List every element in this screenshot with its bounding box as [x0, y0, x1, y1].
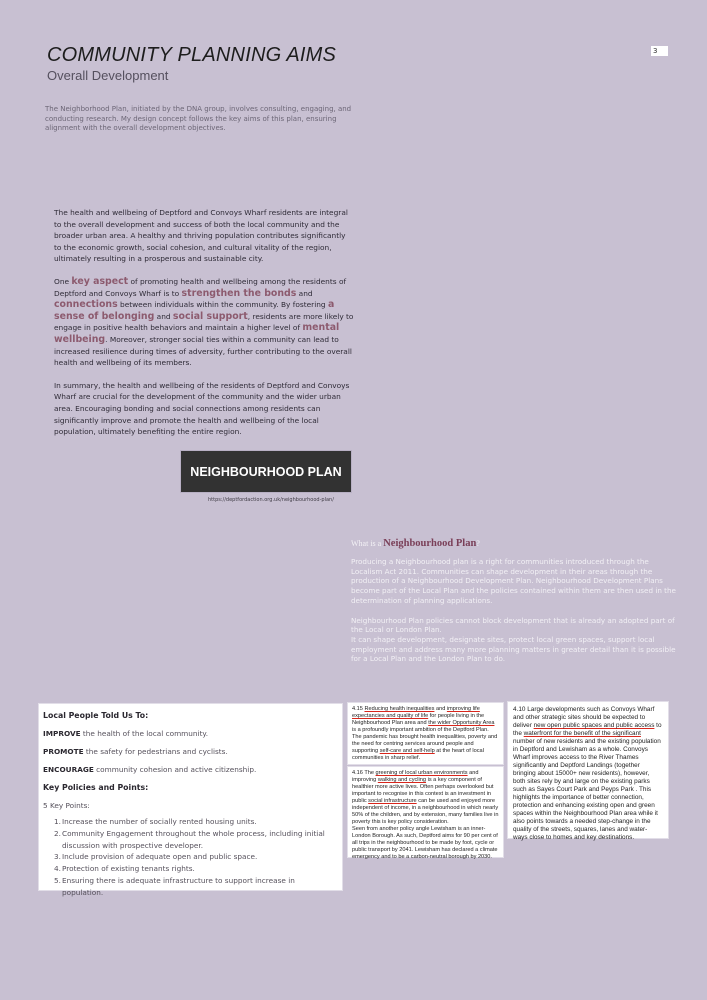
heading-suffix: ?	[476, 539, 480, 548]
text-segment: between individuals within the community. By fostering	[117, 300, 328, 310]
text-segment: , residents are more likely to engage in positive health behaviors and maintain a higher level of	[54, 311, 354, 333]
text-segment: and	[154, 311, 173, 321]
key-point-text: Protection of existing tenants rights.	[62, 864, 195, 874]
underlined-phrase: self-care and self-help	[379, 748, 435, 754]
what-is-heading	[351, 538, 681, 549]
text-segment: 4.15	[352, 706, 365, 712]
people-item	[43, 746, 338, 764]
people-item-text: the health of the local community.	[80, 729, 209, 738]
people-item	[43, 764, 338, 782]
text-segment: is a profoundly important ambition of the Deptford Plan. The pandemic has brought health inequalities, poverty and the need for centring services around people and supporting	[352, 727, 498, 754]
excerpt-4-15-text	[348, 703, 503, 765]
highlight-social-support: social support	[172, 310, 248, 322]
key-point-text: Community Engagement throughout the whole process, including initial discussion with prospective developer.	[62, 828, 325, 850]
text-segment: number of new residents and the existing population in Deptford and Lewisham as a whole. Convoys Wharf improves access to the River Thames significantly and Deptford Landings (together bringing about 15000+ new residents), however, both sites rely by and large on the existing parks such as Sayes Court Park and Peyps Park . This highlights the importance of better connection, protection and enhancing existing open and green spaces within the Neighbourhood Plan area while it also points towards a needed step-change in the quality of the streets, squares, lanes and water- ways close to homes and key destinations.	[513, 738, 661, 841]
underlined-phrase: walking and cycling	[377, 777, 427, 783]
policies-heading: Key Policies and Points:	[43, 783, 149, 792]
what-is-paragraph-3: It can shape development, designate sites, protect local green spaces, support local employment and address many more planning matters in greater detail than it is possible for a Local Plan and the London Plan to do.	[351, 634, 676, 664]
text-segment: to the	[513, 722, 662, 737]
text-segment: of promoting health and wellbeing among the residents of Deptford and Convoys Wharf is to	[54, 276, 347, 298]
text-segment: can be used and enjoyed more independent of income, in a neighbourhood in which nearly 50% of the children, and by extension, many families live in poverty this is key policy consideration.	[352, 798, 499, 825]
underlined-phrase: the wider Opportunity Area	[428, 720, 495, 726]
what-is-paragraph-1: Producing a Neighbourhood plan is a right for communities introduced through the Localism Act 2011. Communities can shape development in their areas through the production of a Neighbourhood Development Plan. Neighbourhood Development Plans become part of the Local Plan and the policies contained within them are then used in the determination of planning applications.	[351, 557, 676, 605]
key-point	[54, 816, 338, 828]
heading-strong: Neighbourhood Plan	[383, 538, 477, 549]
text-segment: Seen from another policy angle Lewisham is an inner-London Borough. As such, Deptford aims for 90 per cent of all trips in the neighbourhood to be made by foot, cycle or public transport by 2041. Lewisham has declared a climate emergency and to be a carbon-neutral borough by 2030.	[352, 826, 498, 860]
key-point-number: 1.	[54, 817, 61, 826]
key-aspect-paragraph	[54, 276, 354, 369]
people-item-text: community cohesion and active citizenship.	[93, 765, 257, 774]
neighbourhood-plan-url[interactable]: https://deptfordaction.org.uk/neighbourhood-plan/	[208, 497, 334, 503]
key-point	[54, 863, 338, 875]
underlined-phrase: greening of local urban environments	[375, 770, 468, 776]
key-point	[54, 828, 338, 852]
excerpt-card-4-16	[347, 766, 504, 858]
summary-paragraph: In summary, the health and wellbeing of the residents of Deptford and Convoys Wharf are crucial for the development of the community and the wider urban area. Encouraging bonding and social connections among residents can significantly improve and promote the health and wellbeing of the local population, ultimately benefiting the entire region.	[54, 380, 350, 437]
underlined-phrase: Reducing health inequalities	[364, 706, 435, 712]
underlined-phrase: new open public spaces and public access	[533, 722, 655, 729]
underlined-phrase: social infrastructure	[368, 798, 417, 804]
text-segment: One	[54, 276, 72, 286]
health-paragraph: The health and wellbeing of Deptford and Convoys Wharf residents are integral to the overall development and success of both the local community and the broader urban area. A healthy and thriving population contributes significantly to the economic growth, social cohesion, and cultural vitality of the region, ultimately resulting in a prosperous and sustainable city.	[54, 208, 348, 264]
key-point-text: Increase the number of socially rented housing units.	[62, 817, 257, 826]
key-points-label: 5 Key Points:	[43, 801, 90, 810]
people-item-verb: PROMOTE	[43, 747, 84, 756]
key-points-list	[43, 816, 338, 899]
underlined-phrase: improving life expectancies and quality of life	[352, 706, 480, 719]
highlight-mental-wellbeing: mental wellbeing	[54, 322, 340, 345]
intro-text: The Neighborhood Plan, initiated by the DNA group, involves consulting, engaging, and conducting research. My design concept follows the key aims of this plan, ensuring alignment with the overall development objectives.	[45, 105, 352, 133]
local-people-heading: Local People Told Us To:	[43, 711, 149, 720]
excerpt-card-4-15	[347, 702, 504, 765]
page-number: 3	[651, 46, 668, 56]
neighbourhood-plan-button[interactable]	[180, 450, 352, 493]
key-point-text: Ensuring there is adequate infrastructure to support increase in population.	[62, 875, 295, 897]
what-is-paragraph-2: Neighbourhood Plan policies cannot block development that is already an adopted part of the Local or London Plan.	[351, 615, 675, 635]
page-subtitle: Overall Development	[47, 68, 169, 83]
excerpt-card-4-10	[507, 701, 669, 839]
local-people-card	[38, 703, 343, 897]
people-item-verb: ENCOURAGE	[43, 765, 94, 774]
key-point	[54, 875, 338, 899]
text-segment: is a key component of healthier more active lives. Often perhaps overlooked but important to recognise in this context is an investment in public	[352, 777, 494, 804]
text-segment: 4.10 Large developments such as Convoys Wharf and other strategic sites should be expected to deliver	[513, 706, 655, 729]
text-segment: and improving	[352, 770, 479, 783]
text-segment: 4.16 The	[352, 770, 376, 776]
text-segment: and	[296, 288, 313, 298]
highlight-strengthen-bonds: strengthen the bonds	[181, 287, 297, 299]
highlight-connections: connections	[54, 299, 118, 311]
key-point-number: 2.	[54, 828, 61, 838]
key-point-number: 3.	[54, 852, 61, 862]
heading-prefix: What is a	[351, 539, 384, 548]
underlined-phrase: waterfront for the benefit of the significant	[523, 730, 641, 737]
excerpt-4-10-text	[508, 702, 668, 846]
what-is-section	[351, 538, 681, 674]
key-point-text: Include provision of adequate open and public space.	[62, 852, 258, 862]
highlight-sense-of-belonging: a sense of belonging	[54, 299, 335, 322]
people-item	[43, 728, 338, 746]
people-item-verb: IMPROVE	[43, 729, 81, 738]
key-point-number: 5.	[54, 875, 61, 885]
text-segment: . Moreover, stronger social ties within a community can lead to increased resilience during times of adversity, further contributing to the overall health and wellbeing of its members.	[54, 334, 352, 368]
key-point-number: 4.	[54, 864, 61, 874]
text-segment: for people living in the Neighbourhood Plan area and	[352, 713, 485, 726]
page-title: COMMUNITY PLANNING AIMS	[47, 44, 337, 66]
main-text	[54, 207, 354, 449]
neighbourhood-plan-label: NEIGHBOURHOOD PLAN	[190, 464, 342, 479]
key-point	[54, 851, 338, 863]
excerpt-4-16-text	[348, 767, 503, 864]
highlight-key-aspect: key aspect	[71, 275, 129, 287]
text-segment: and	[434, 706, 447, 712]
text-segment: at the heart of local communities in sharp relief.	[352, 748, 484, 761]
people-item-text: the safety for pedestrians and cyclists.	[83, 747, 228, 756]
